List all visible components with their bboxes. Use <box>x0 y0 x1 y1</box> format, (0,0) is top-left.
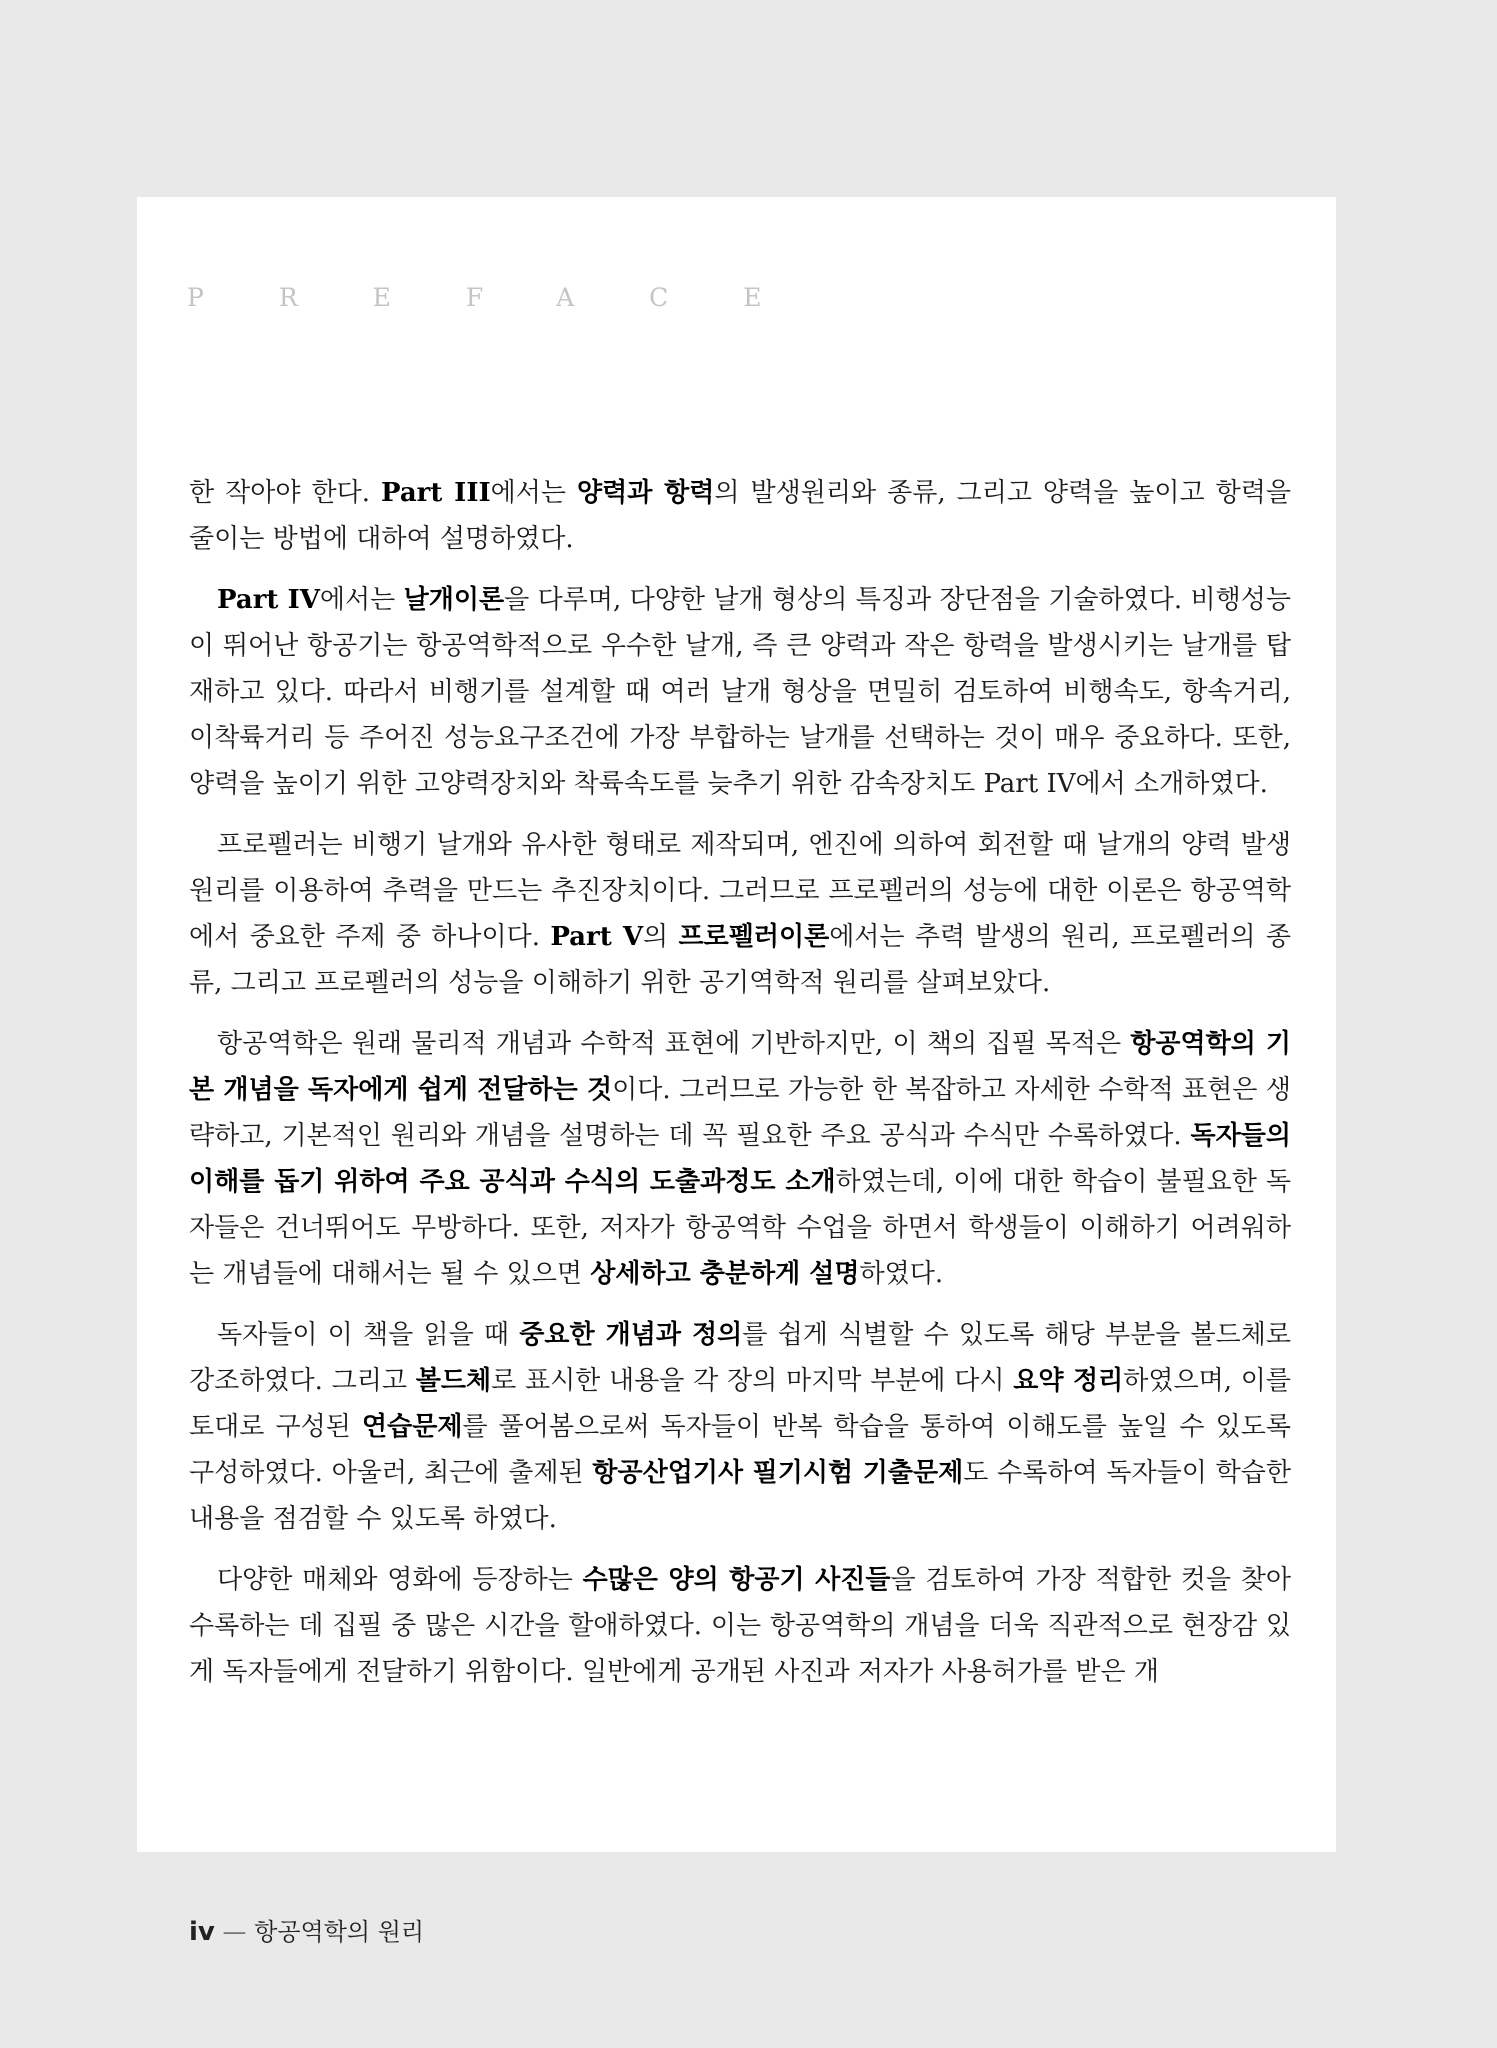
bold-term: 상세하고 충분하게 설명 <box>590 1259 860 1289</box>
text-run: 독자들이 이 책을 읽을 때 <box>217 1320 520 1350</box>
text-run: 하였는데, 이에 대한 학습이 불필요한 독자들은 건너뛰어도 무방하다. 또한, 저자가 항공역학 수업을 하면서 학생들이 이해하기 어려워하는 개념들에 대해서는 될 수 있으면 <box>189 1167 1292 1289</box>
text-run: 의 <box>643 922 679 952</box>
text-run: 도 수록하여 독자들이 학습한 내용을 점검할 수 있도록 하였다. <box>189 1458 1291 1534</box>
text-run: 다양한 매체와 영화에 등장하는 <box>217 1565 583 1595</box>
paragraph-writing-purpose <box>189 1021 1291 1297</box>
text-run: 을 검토하여 가장 적합한 컷을 찾아 수록하는 데 집필 중 많은 시간을 할애하였다. 이는 항공역학의 개념을 더욱 직관적으로 현장감 있게 독자들에게 전달하기 위함이다. 일반에게 공개된 사진과 저자가 사용허가를 받은 개 <box>189 1565 1291 1687</box>
text-run: 하였다. <box>859 1259 944 1289</box>
bold-term: 볼드체 <box>415 1366 492 1396</box>
bold-term: 양력과 항력 <box>577 478 715 508</box>
text-run: 의 발생원리와 종류, 그리고 양력을 높이고 항력을 줄이는 방법에 대하여 설명하였다. <box>189 478 1291 554</box>
paragraph-bold-emphasis <box>189 1312 1291 1542</box>
bold-term: 독자들의 이해를 돕기 위하여 주요 공식과 수식의 도출과정도 소개 <box>189 1121 1291 1197</box>
preface-heading: PREFACE <box>187 283 837 312</box>
text-run: 프로펠러는 비행기 날개와 유사한 형태로 제작되며, 엔진에 의하여 회전할 때 날개의 양력 발생원리를 이용하여 추력을 만드는 추진장치이다. 그러므로 프로펠러의 성능에 대한 이론은 항공역학에서 중요한 주제 중 하나이다. <box>189 830 1291 952</box>
page-footer <box>189 1917 424 1947</box>
text-run: 이다. 그러므로 가능한 한 복잡하고 자세한 수학적 표현은 생략하고, 기본적인 원리와 개념을 설명하는 데 꼭 필요한 주요 공식과 수식만 수록하였다. <box>189 1075 1292 1151</box>
paragraph-aircraft-photos <box>189 1557 1291 1695</box>
text-run: 항공역학은 원래 물리적 개념과 수학적 표현에 기반하지만, 이 책의 집필 목적은 <box>217 1029 1131 1059</box>
text-run: 을 다루며, 다양한 날개 형상의 특징과 장단점을 기술하였다. 비행성능이 뛰어난 항공기는 항공역학적으로 우수한 날개, 즉 큰 양력과 작은 항력을 발생시키는 날개를 탑재하고 있다. 따라서 비행기를 설계할 때 여러 날개 형상을 면밀히 검토하여 비행속도, 항속거리, 이착륙거리 등 주어진 성능요구조건에 가장 부합하는 날개를 선택하는 것이 매우 중요하다. 또한, 양력을 높이기 위한 고양력장치와 착륙속도를 늦추기 위한 감속장치도 Part IV에서 소개하였다. <box>189 585 1291 799</box>
bold-term: 항공역학의 기본 개념을 독자에게 쉽게 전달하는 것 <box>189 1029 1292 1105</box>
bold-term: 중요한 개념과 정의 <box>519 1320 743 1350</box>
footer-separator: — <box>222 1918 247 1946</box>
page-number: iv <box>189 1917 215 1947</box>
paragraph-propeller <box>189 822 1291 1006</box>
bold-term: 날개이론 <box>403 585 505 615</box>
text-run: 에서는 <box>319 585 404 615</box>
paragraph-part-iii <box>189 470 1291 562</box>
bold-term: 프로펠러이론 <box>678 922 830 952</box>
text-run: 에서는 추력 발생의 원리, 프로펠러의 종류, 그리고 프로펠러의 성능을 이해하기 위한 공기역학적 원리를 살펴보았다. <box>189 922 1291 998</box>
bold-term: 항공산업기사 필기시험 기출문제 <box>592 1458 964 1488</box>
text-run: 로 표시한 내용을 각 장의 마지막 부분에 다시 <box>491 1366 1014 1396</box>
bold-term: Part V <box>550 922 644 952</box>
bold-term: 수많은 양의 항공기 사진들 <box>582 1565 891 1595</box>
book-title: 항공역학의 원리 <box>254 1918 425 1946</box>
text-run: 를 쉽게 식별할 수 있도록 해당 부분을 볼드체로 강조하였다. 그리고 <box>189 1320 1291 1396</box>
text-run: 에서는 <box>490 478 578 508</box>
body-text <box>189 470 1291 1710</box>
paragraph-part-iv <box>189 577 1291 807</box>
text-run: 하였으며, 이를 토대로 구성된 <box>189 1366 1291 1442</box>
bold-term: Part IV <box>217 585 320 615</box>
text-run: 한 작아야 한다. <box>189 478 381 508</box>
bold-term: 연습문제 <box>361 1412 463 1442</box>
bold-term: 요약 정리 <box>1013 1366 1124 1396</box>
bold-term: Part III <box>380 478 491 508</box>
text-run: 를 풀어봄으로써 독자들이 반복 학습을 통하여 이해도를 높일 수 있도록 구성하였다. 아울러, 최근에 출제된 <box>189 1412 1291 1488</box>
